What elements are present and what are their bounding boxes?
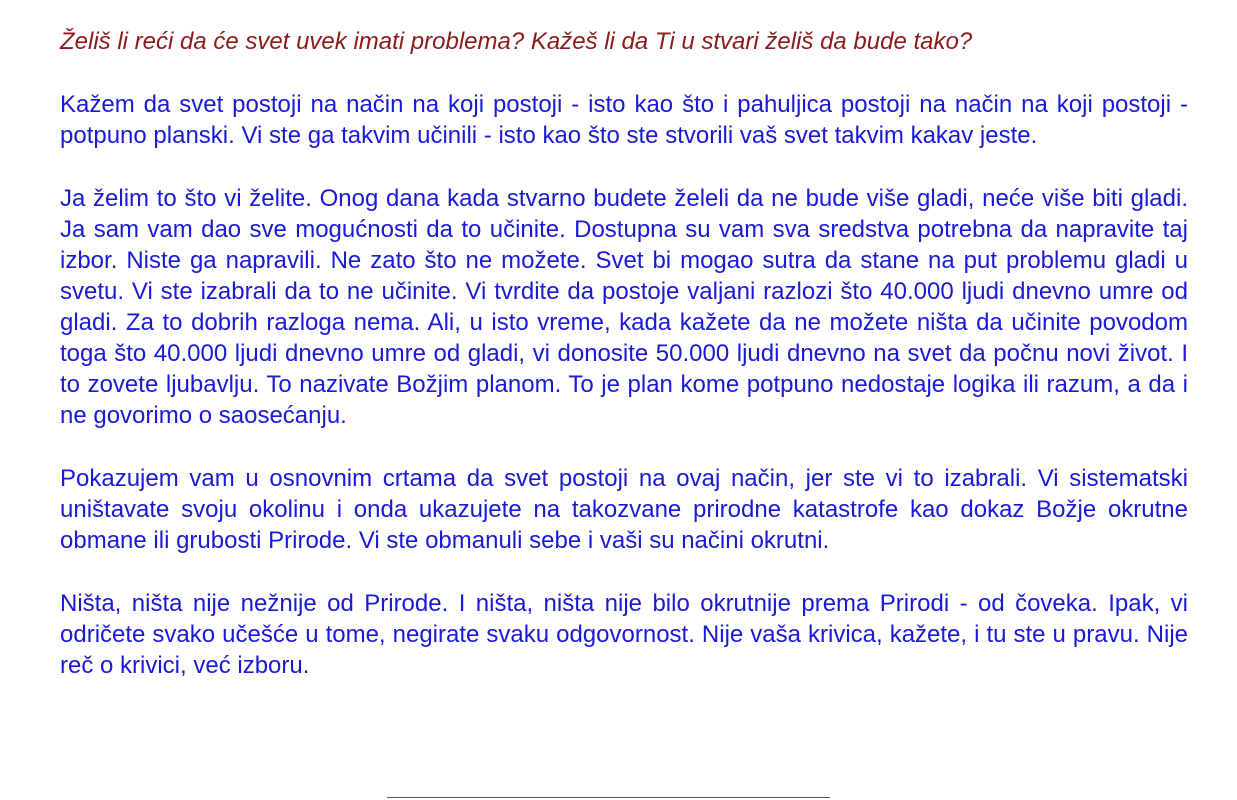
document-page xyxy=(60,26,1188,713)
horizontal-divider xyxy=(387,797,830,798)
paragraph-3: Pokazujem vam u osnovnim crtama da svet postoji na ovaj način, jer ste vi to izabrali. Vi sistematski uništavate svoju okolinu i onda ukazujete na takozvane prirodne katastrofe kao dokaz Božje okrutne obmane ili grubosti Prirode. Vi ste obmanuli sebe i vaši su načini okrutni. xyxy=(60,465,1188,554)
paragraph-1: Kažem da svet postoji na način na koji postoji - isto kao što i pahuljica postoji na način na koji postoji - potpuno planski. Vi ste ga takvim učinili - isto kao što ste stvorili vaš svet takvim kakav jeste. xyxy=(60,91,1188,149)
question-heading: Želiš li reći da će svet uvek imati problema? Kažeš li da Ti u stvari želiš da bude tako? xyxy=(60,28,973,55)
paragraph-4: Ništa, ništa nije nežnije od Prirode. I ništa, ništa nije bilo okrutnije prema Prirodi - od čoveka. Ipak, vi odričete svako učešće u tome, negirate svaku odgovornost. Nije vaša krivica, kažete, i tu ste u pravu. Nije reč o krivici, već izboru. xyxy=(60,590,1188,679)
paragraph-2: Ja želim to što vi želite. Onog dana kada stvarno budete želeli da ne bude više gladi, neće više biti gladi. Ja sam vam dao sve mogućnosti da to učinite. Dostupna su vam sva sredstva potrebna da napravite taj izbor. Niste ga napravili. Ne zato što ne možete. Svet bi mogao sutra da stane na put problemu gladi u svetu. Vi ste izabrali da to ne učinite. Vi tvrdite da postoje valjani razlozi što 40.000 ljudi dnevno umre od gladi. Za to dobrih razloga nema. Ali, u isto vreme, kada kažete da ne možete ništa da učinite povodom toga što 40.000 ljudi dnevno umre od gladi, vi donosite 50.000 ljudi dnevno na svet da počnu novi život. I to zovete ljubavlju. To nazivate Božjim planom. To je plan kome potpuno nedostaje logika ili razum, a da i ne govorimo o saosećanju. xyxy=(60,185,1188,429)
